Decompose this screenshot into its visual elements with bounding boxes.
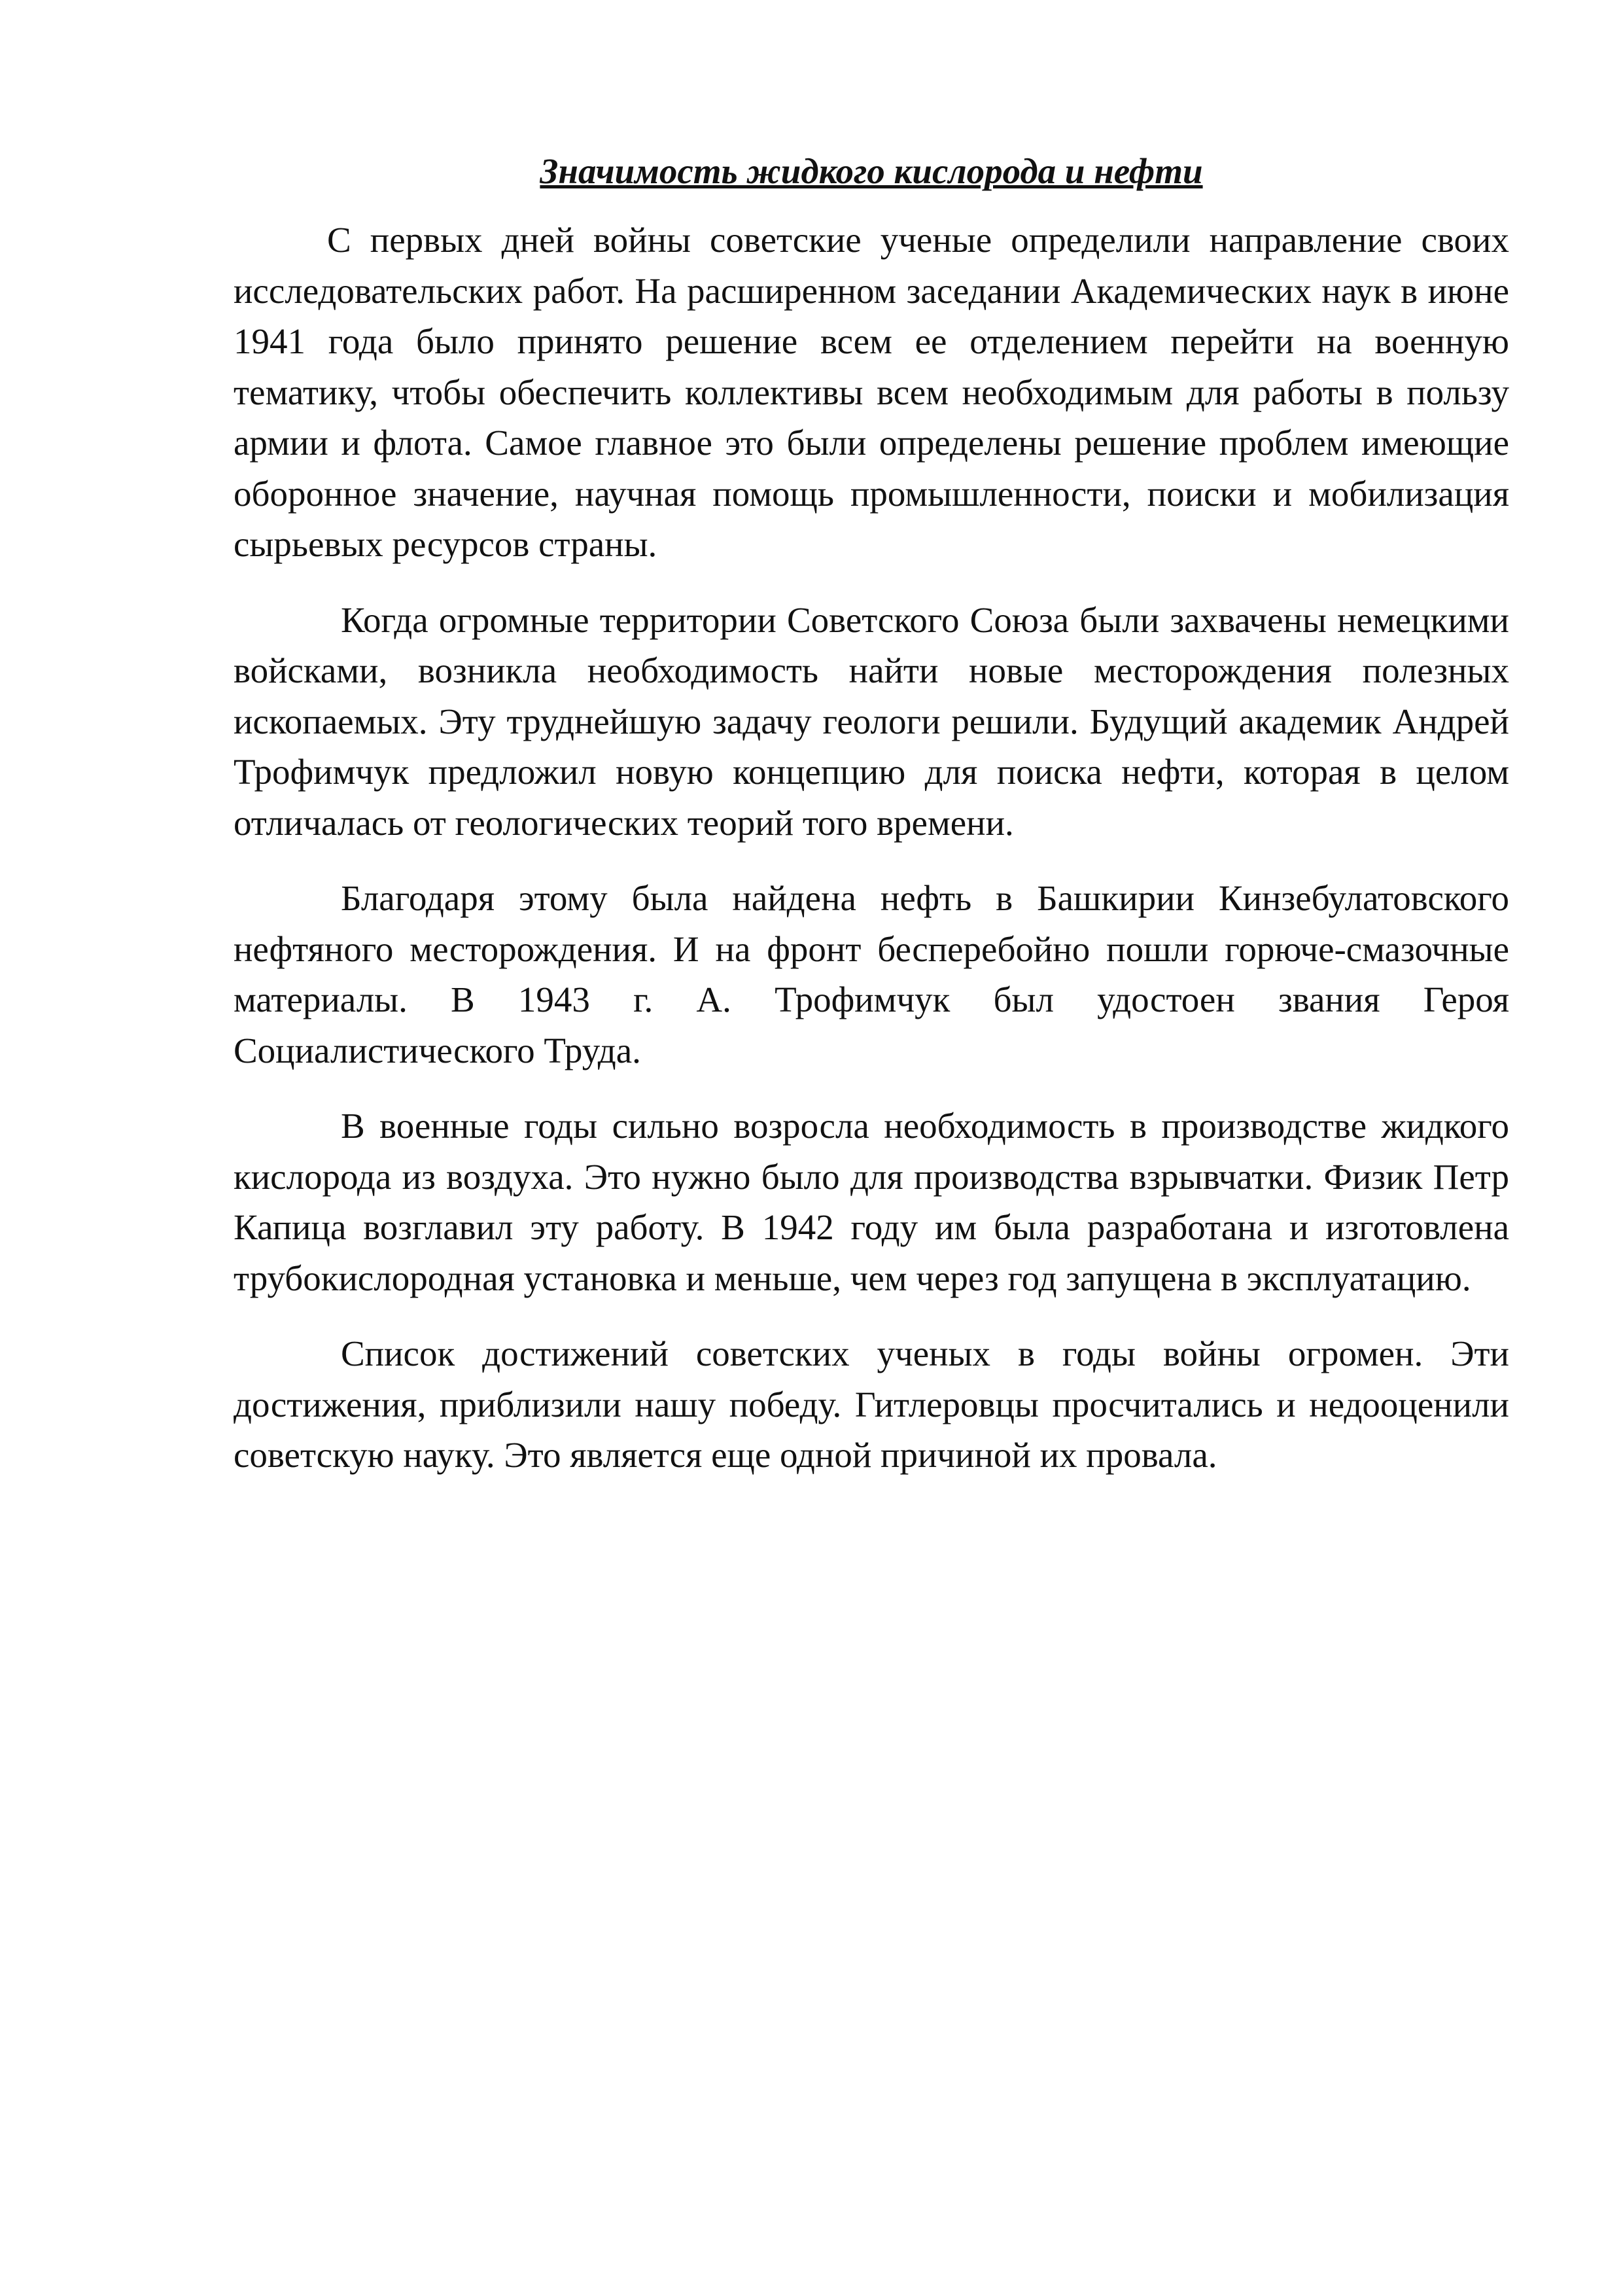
- paragraph-4: В военные годы сильно возросла необходимость в производстве жидкого кислорода из воздуха. Это нужно было для производства взрывчатки. Физик Петр Капица возглавил эту работу. В 1942 году им была разработана и изготовлена трубокислородная установка и меньше, чем через год запущена в эксплуатацию.: [234, 1106, 1509, 1298]
- paragraph-2: Когда огромные территории Советского Союза были захвачены немецкими войсками, возникла необходимость найти новые месторождения полезных ископаемых. Эту труднейшую задачу геологи решили. Будущий академик Андрей Трофимчук предложил новую концепцию для поиска нефти, которая в целом отличалась от геологических теорий того времени.: [234, 599, 1509, 843]
- paragraph-5: Список достижений советских ученых в годы войны огромен. Эти достижения, приблизили нашу победу. Гитлеровцы просчитались и недооценили советскую науку. Это является еще одной причиной их провала.: [234, 1333, 1509, 1475]
- document-body: [234, 145, 1509, 1506]
- paragraph-1: С первых дней войны советские ученые определили направление своих исследовательских работ. На расширенном заседании Академических наук в июне 1941 года было принято решение всем ее отделением перейти на военную тематику, чтобы обеспечить коллективы всем необходимым для работы в пользу армии и флота. Самое главное это были определены решение проблем имеющие оборонное значение, научная помощь промышленности, поиски и мобилизация сырьевых ресурсов страны.: [234, 220, 1509, 564]
- paragraph-3: Благодаря этому была найдена нефть в Башкирии Кинзебулатовского нефтяного месторождения. И на фронт бесперебойно пошли горюче-смазочные материалы. В 1943 г. А. Трофимчук был удостоен звания Героя Социалистического Труда.: [234, 878, 1509, 1070]
- document-title: Значимость жидкого кислорода и нефти: [540, 151, 1203, 191]
